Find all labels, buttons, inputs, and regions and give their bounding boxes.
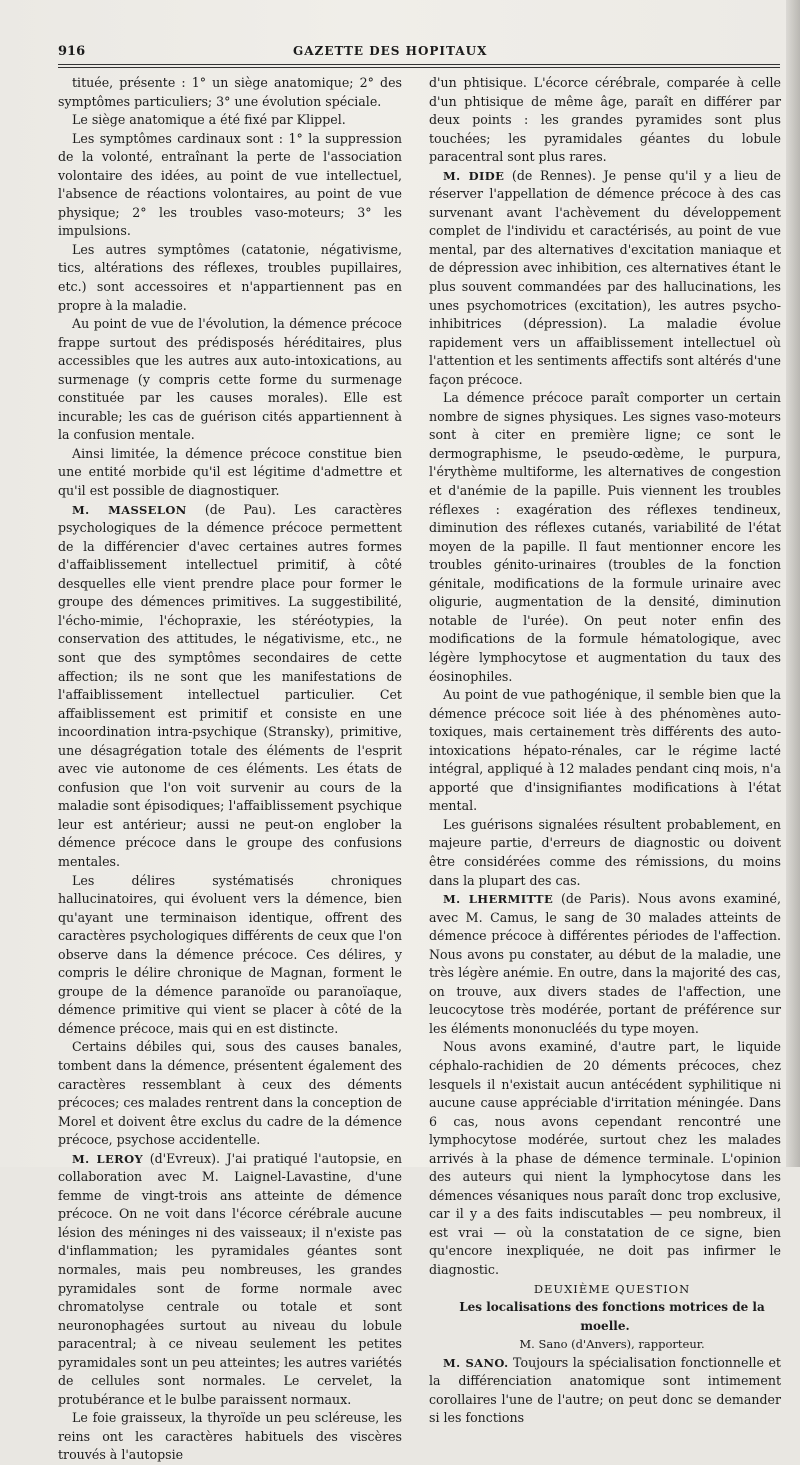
paragraph-text: Au point de vue pathogénique, il semble bien que la démence précoce soit liée à des phénomènes auto-toxiques, mais certainement très différents des auto-intoxications hépato-rénales, car le régime lacté intégral, appliqué à 12 malades pendant cinq mois, n'a apporté que d'insignifiantes modifications à l'état mental. <box>429 687 781 814</box>
header-rule-double <box>58 67 780 68</box>
paragraph <box>58 1038 402 1149</box>
paragraph <box>58 1409 402 1465</box>
paragraph-text: Les symptômes cardinaux sont : 1° la suppression de la volonté, entraînant la perte de l'association volontaire des idées, au point de vue intellectuel, l'absence de réactions volontaires, au point de vue physique; 2° les troubles vaso-moteurs; 3° les impulsions. <box>58 130 402 239</box>
paragraph-text: Ainsi limitée, la démence précoce constitue bien une entité morbide qu'il est légitime d'admettre et qu'il est possible de diagnostiquer. <box>58 445 402 499</box>
paragraph <box>58 445 402 501</box>
section-title: DEUXIÈME QUESTION <box>533 1281 691 1296</box>
paragraph-text: Les délires systématisés chroniques hallucinatoires, qui évoluent vers la démence, bien qu'ayant une terminaison identique, offrent des caractères psychologiques différents de ceux que l'on observe dans la démence précoce. Ces délires, y compris le délire chronique de Magnan, forment le groupe de la démence paranoïde ou paranoïaque, démence primitive qui vient se placer à côté de la démence précoce, mais qui en est distincte. <box>58 872 402 1036</box>
header-rule <box>58 64 780 65</box>
right-column <box>429 74 781 1428</box>
speaker-name: M. MASSELON <box>72 502 187 517</box>
left-column <box>58 74 402 1465</box>
speaker-name: M. DIDE <box>443 168 505 183</box>
paragraph-text: Toujours la spécialisation fonctionnelle et la différenciation anatomique sont intimement corollaires l'une de l'autre; on peut donc se demander si les fonctions <box>429 1354 781 1426</box>
paragraph-text: tituée, présente : 1° un siège anatomique; 2° des symptômes particuliers; 3° une évolution spéciale. <box>58 75 402 109</box>
right-column-after-section <box>429 1354 781 1428</box>
paragraph <box>58 241 402 315</box>
paragraph <box>429 890 781 1038</box>
paragraph-text: (d'Evreux). J'ai pratiqué l'autopsie, en collaboration avec M. Laignel-Lavastine, d'une femme de vingt-trois ans atteinte de démence précoce. On ne voit dans l'écorce cérébrale aucune lésion des méninges ni des vaisseaux; il n'existe pas d'inflammation; les pyramidales géantes sont normales, mais peu nombreuses, les grandes pyramidales sont de forme normale avec chromatolyse centrale ou totale et sont neuronophagées surtout au niveau du lobule paracentral; à ce niveau seulement les petites pyramidales sont un peu atteintes; les autres variétés de cellules sont normales. Le cervelet, la protubérance et le bulbe paraissent normaux. <box>58 1150 402 1407</box>
paragraph <box>58 1150 402 1410</box>
paragraph <box>429 1354 781 1428</box>
speaker-name: M. LHERMITTE <box>443 892 554 907</box>
paragraph-text: d'un phtisique. L'écorce cérébrale, comparée à celle d'un phtisique de même âge, paraît en différer par deux points : les grandes pyramides sont plus touchées; les pyramidales géantes du lobule paracentral sont plus rares. <box>429 75 781 165</box>
paragraph <box>429 1038 781 1279</box>
paragraph <box>429 686 781 816</box>
paragraph <box>429 816 781 890</box>
paragraph-text: (de Paris). Nous avons examiné, avec M. Camus, le sang de 30 malades atteints de démence précoce à différentes périodes de l'affection. Nous avons pu constater, au début de la maladie, une très légère anémie. En outre, dans la majorité des cas, on trouve, aux divers stades de l'affection, une leucocytose très modérée, portant de préférence sur les éléments mononucléés du type moyen. <box>429 891 781 1036</box>
paragraph <box>58 111 402 130</box>
paragraph-text: La démence précoce paraît comporter un certain nombre de signes physiques. Les signes vaso-moteurs sont à citer en première ligne; ce sont le dermographisme, le pseudo-œdème, le purpura, l'érythème multiforme, les alternatives de congestion et d'anémie de la papille. Puis viennent les troubles réflexes : exagération des réflexes tendineux, diminution des réflexes cutanés, variabilité de l'état moyen de la papille. Il faut mentionner encore les troubles génito-urinaires (troubles de la fonction génitale, modifications de la formule urinaire avec oligurie, augmentation de la densité, diminution notable de l'urée). On peut noter enfin des modifications de la formule hématologique, avec légère lymphocytose et augmentation du taux des éosinophiles. <box>429 390 781 684</box>
paragraph-text: Les autres symptômes (catatonie, négativisme, tics, altérations des réflexes, troubles pupillaires, etc.) sont accessoires et n'appartiennent pas en propre à la maladie. <box>58 241 402 313</box>
paragraph-text: Le siège anatomique a été fixé par Klippel. <box>72 112 346 128</box>
speaker-name: M. LEROY <box>72 1151 144 1166</box>
right-column-paragraphs <box>429 74 781 1280</box>
paragraph <box>58 501 402 872</box>
page-number: 916 <box>58 44 86 59</box>
paragraph <box>58 74 402 111</box>
paragraph-text: Les guérisons signalées résultent probablement, en majeure partie, d'erreurs de diagnostic ou doivent être considérées comme des rémissions, du moins dans la plupart des cas. <box>429 816 781 888</box>
running-title: GAZETTE DES HOPITAUX <box>293 44 488 58</box>
paragraph-text: (de Pau). Les caractères psychologiques de la démence précoce permettent de la différencier d'avec certaines autres formes d'affaiblissement intellectuel primitif, à côté desquelles elle vient prendre place pour former le groupe des démences primitives. La suggestibilité, l'écho-mimie, l'échopraxie, les stéréotypies, la conservation des attitudes, le négativisme, etc., ne sont que des symptômes secondaires de cette affection; ils ne sont que les manifestations de l'affaiblissement intellectuel particulier. Cet affaiblissement est primitif et consiste en une incoordination intra-psychique (Stransky), primitive, une désagrégation totale des éléments de l'esprit avec vie autonome de ces éléments. Les états de confusion que l'on voit survenir au cours de la maladie sont épisodiques; l'affaiblissement psychique leur est antérieur; aussi ne peut-on englober la démence précoce dans le groupe des confusions mentales. <box>58 501 402 869</box>
paragraph <box>429 74 781 167</box>
paragraph <box>429 167 781 390</box>
paragraph-text: Nous avons examiné, d'autre part, le liquide céphalo-rachidien de 20 déments précoces, chez lesquels il n'existait aucun antécédent syphilitique ni aucune cause appréciable d'irritation méningée. Dans 6 cas, nous avons cependant rencontré une lymphocytose modérée, surtout chez les malades arrivés à la phase de démence terminale. L'opinion des auteurs qui nient la lymphocytose dans les démences vésaniques nous paraît donc trop exclusive, car il y a des faits indiscutables — peu nombreux, il est vrai — où la constatation de ce signe, bien qu'encore inexpliquée, ne doit pas infirmer le diagnostic. <box>429 1039 781 1277</box>
section-rapporteur: M. Sano (d'Anvers), rapporteur. <box>519 1337 705 1352</box>
page-edge-shadow <box>786 0 800 1167</box>
paragraph <box>429 389 781 686</box>
speaker-name: M. SANO. <box>443 1355 509 1370</box>
paragraph <box>58 872 402 1039</box>
paragraph-text: Certains débiles qui, sous des causes banales, tombent dans la démence, présentent également des caractères ressemblant à ceux des déments précoces; ces malades rentrent dans la conception de Morel et doivent être exclus du cadre de la démence précoce, psychose accidentelle. <box>58 1039 402 1148</box>
paragraph-text: (de Rennes). Je pense qu'il y a lieu de réserver l'appellation de démence précoce à des cas survenant avant l'achèvement du développement complet de l'individu et caractérisés, au point de vue mental, par des alternatives d'excitation maniaque et de dépression avec inhibition, ces alternatives étant le plus souvent commandées par des hallucinations, les unes psychomotrices (excitation), les autres psycho-inhibitrices (dépression). La maladie évolue rapidement vers un affaiblissement intellectuel où l'attention et les sentiments affectifs sont altérés d'une façon précoce. <box>429 167 781 387</box>
paragraph <box>58 130 402 241</box>
paragraph-text: Le foie graisseux, la thyroïde un peu scléreuse, les reins ont les caractères habituels des viscères trouvés à l'autopsie <box>58 1410 402 1463</box>
section-subtitle: Les localisations des fonctions motrices de la moelle. <box>459 1300 765 1333</box>
paragraph <box>58 315 402 445</box>
paragraph-text: Au point de vue de l'évolution, la démence précoce frappe surtout des prédisposés héréditaires, plus accessibles que les autres aux auto-intoxications, au surmenage (y compris cette forme du surmenage constituée par les causes morales). Elle est incurable; les cas de guérison cités appartiennent à la confusion mentale. <box>58 316 402 443</box>
page-header <box>58 44 783 64</box>
